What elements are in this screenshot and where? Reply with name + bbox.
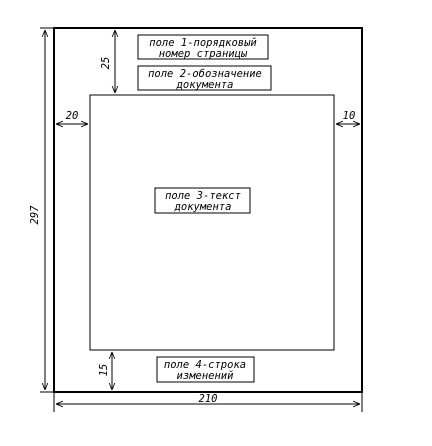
dimension-left-margin-label: 20 <box>65 110 79 122</box>
dimension-bottom-margin-label: 15 <box>98 363 110 377</box>
dimension-width-210 <box>56 393 360 405</box>
field-1-line-2: номер страницы <box>158 48 248 60</box>
field-4-line-2: изменений <box>176 370 234 382</box>
dimension-bottom-margin <box>98 352 112 390</box>
field-3-line-1: поле 3-текст <box>165 190 241 202</box>
dimension-top-margin-label: 25 <box>100 56 112 70</box>
dimension-right-margin <box>336 110 360 124</box>
dimension-height-297 <box>29 30 45 390</box>
field-1-line-1: поле 1-порядковый <box>149 37 257 49</box>
field-4-line-1: поле 4-строка <box>163 359 247 371</box>
dimension-height-label: 297 <box>29 205 41 225</box>
field-2-line-2: документа <box>176 79 234 91</box>
dimension-width-label: 210 <box>198 393 218 405</box>
field-4-box <box>157 357 254 382</box>
field-2-box <box>138 66 271 91</box>
dimension-top-margin <box>100 30 115 93</box>
dimension-right-margin-label: 10 <box>342 110 356 122</box>
field-3-line-2: документа <box>174 201 232 213</box>
text-field-frame <box>90 95 334 350</box>
dimension-left-margin <box>56 110 88 124</box>
field-3-box <box>155 188 250 213</box>
field-1-box <box>138 35 268 60</box>
field-2-line-1: поле 2-обозначение <box>148 68 262 80</box>
